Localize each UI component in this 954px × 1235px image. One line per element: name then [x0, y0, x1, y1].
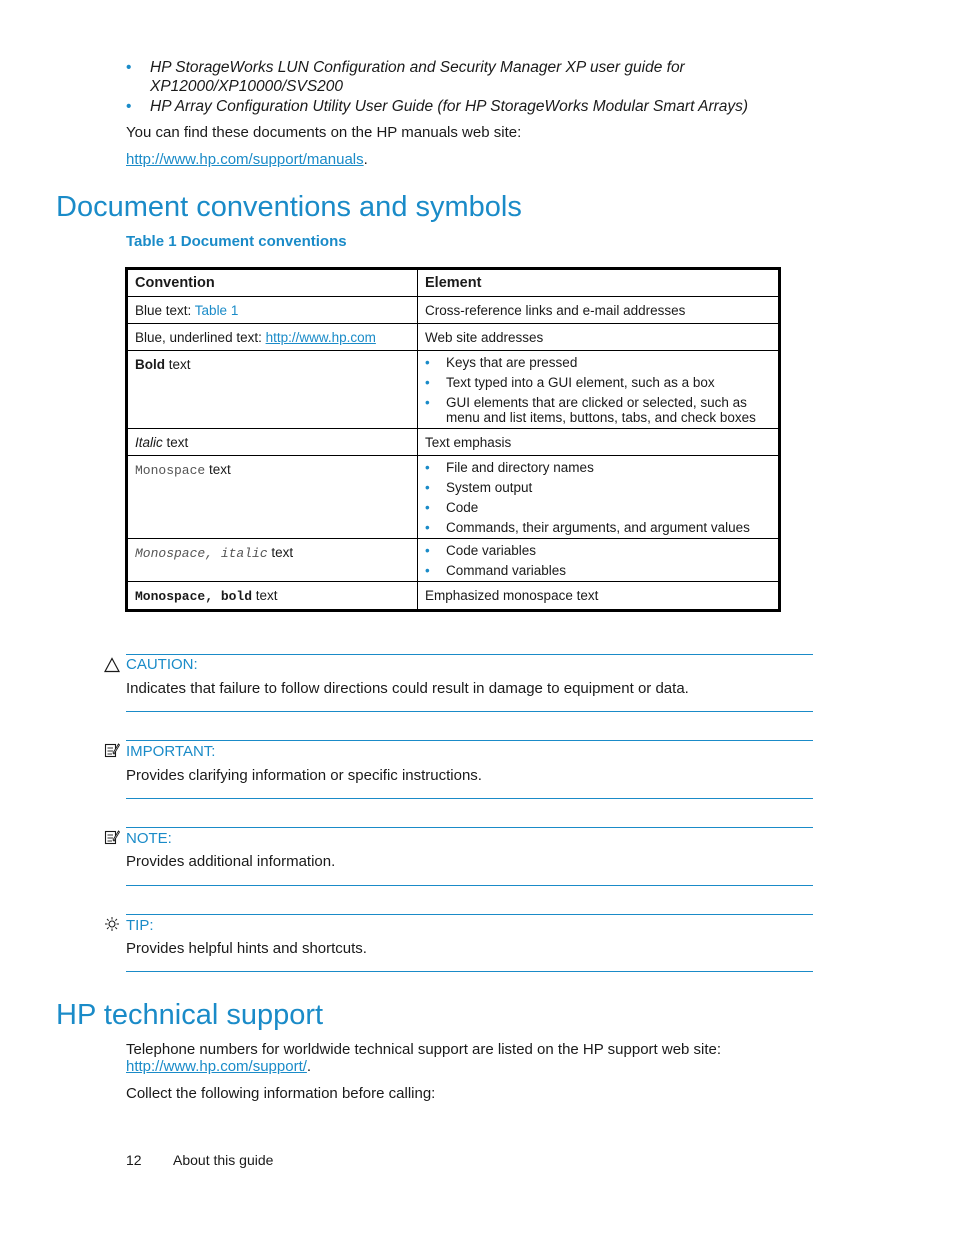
convention-cell — [127, 351, 418, 429]
support-link-suffix: . — [306, 1058, 312, 1075]
element-list — [425, 460, 771, 535]
table-1-crossref-link[interactable]: Table 1 — [194, 303, 239, 318]
note-title: NOTE: — [126, 830, 172, 847]
list-item-text: Code — [446, 500, 479, 515]
support-text: Telephone numbers for worldwide technical support are listed on the HP support web site: — [126, 1041, 722, 1058]
important-title: IMPORTANT: — [126, 743, 216, 760]
intro-bullet-2: HP Array Configuration Utility User Guide (for HP StorageWorks Modular Smart Arrays) — [150, 98, 749, 115]
important-body: Provides clarifying information or specific instructions. — [126, 767, 482, 784]
convention-suffix: text — [205, 462, 231, 477]
element-cell: Text emphasis — [418, 429, 780, 456]
table-row — [127, 351, 780, 429]
bold-sample: Bold — [135, 357, 165, 372]
element-list — [425, 543, 771, 578]
table-row — [127, 429, 780, 456]
convention-cell — [127, 582, 418, 611]
caution-triangle-icon — [104, 657, 120, 673]
bullet-icon: • — [425, 563, 430, 578]
caution-body: Indicates that failure to follow directions could result in damage to equipment or data. — [126, 680, 689, 697]
convention-suffix: text — [252, 588, 278, 603]
bullet-icon: • — [425, 375, 430, 390]
list-item — [425, 500, 771, 515]
bullet-icon: • — [126, 98, 132, 115]
table-row — [127, 456, 780, 539]
bullet-icon: • — [425, 543, 430, 558]
find-docs-text: You can find these documents on the HP manuals web site: — [126, 124, 522, 141]
caution-bottom-rule — [126, 711, 813, 712]
page-number: 12 — [126, 1152, 142, 1168]
tip-top-rule — [126, 914, 813, 915]
monospace-sample: Monospace — [135, 463, 206, 478]
note-notepad-icon — [104, 829, 120, 845]
element-cell — [418, 351, 780, 429]
manuals-link[interactable]: http://www.hp.com/support/manuals — [126, 151, 364, 168]
bullet-icon: • — [425, 460, 430, 475]
support-link[interactable]: http://www.hp.com/support/ — [126, 1058, 307, 1075]
monospace-italic-sample: Monospace, italic — [135, 546, 268, 561]
important-bottom-rule — [126, 798, 813, 799]
bullet-icon: • — [126, 59, 132, 76]
caution-top-rule — [126, 654, 813, 655]
bullet-icon: • — [425, 520, 430, 535]
bullet-icon: • — [425, 500, 430, 515]
intro-bullet-1-line1: HP StorageWorks LUN Configuration and Security Manager XP user guide for — [150, 59, 685, 76]
monospace-bold-sample: Monospace, bold — [135, 589, 253, 604]
element-cell: Cross-reference links and e-mail addresses — [418, 297, 780, 324]
convention-suffix: text — [165, 357, 191, 372]
list-item-text: Code variables — [446, 543, 537, 558]
convention-suffix: text — [267, 545, 294, 560]
list-item — [425, 543, 771, 558]
convention-cell — [127, 297, 418, 324]
intro-bullet-list — [126, 58, 766, 116]
caution-title: CAUTION: — [126, 656, 198, 673]
intro-bullet-1-line2: XP12000/XP10000/SVS200 — [150, 78, 344, 95]
element-list — [425, 355, 771, 425]
table-row — [127, 297, 780, 324]
list-item-text: GUI elements that are clicked or selected, such as menu and list items, buttons, tabs, and check boxes — [446, 395, 756, 425]
important-top-rule — [126, 740, 813, 741]
section-title-support: HP technical support — [56, 999, 324, 1031]
list-item-text: Command variables — [446, 563, 567, 578]
support-paragraph — [126, 1041, 746, 1075]
table-header-row — [127, 269, 780, 297]
column-header-element: Element — [418, 269, 780, 297]
table-caption: Table 1 Document conventions — [126, 233, 347, 250]
list-item — [425, 563, 771, 578]
collect-text: Collect the following information before calling: — [126, 1085, 436, 1102]
list-item — [425, 375, 771, 390]
list-item — [425, 355, 771, 370]
convention-prefix: Blue text: — [135, 303, 195, 318]
convention-cell — [127, 456, 418, 539]
note-top-rule — [126, 827, 813, 828]
list-item — [425, 460, 771, 475]
element-cell: Web site addresses — [418, 324, 780, 351]
bullet-icon: • — [425, 355, 430, 370]
convention-prefix: Blue, underlined text: — [135, 330, 266, 345]
convention-cell — [127, 539, 418, 582]
list-item — [425, 480, 771, 495]
note-bottom-rule — [126, 885, 813, 886]
list-item — [425, 395, 771, 425]
lightbulb-icon — [104, 916, 120, 932]
column-header-convention: Convention — [127, 269, 418, 297]
tip-title: TIP: — [126, 917, 154, 934]
convention-cell — [127, 324, 418, 351]
list-item — [126, 58, 766, 96]
italic-sample: Italic — [135, 435, 163, 450]
table-row — [127, 324, 780, 351]
manuals-link-line — [126, 151, 368, 168]
bullet-icon: • — [425, 395, 430, 410]
tip-body: Provides helpful hints and shortcuts. — [126, 940, 367, 957]
list-item-text: Text typed into a GUI element, such as a box — [446, 375, 715, 390]
list-item-text: System output — [446, 480, 533, 495]
list-item-text: Commands, their arguments, and argument values — [446, 520, 750, 535]
element-cell — [418, 539, 780, 582]
footer-section-name: About this guide — [173, 1152, 274, 1168]
list-item — [126, 97, 766, 116]
note-body: Provides additional information. — [126, 853, 336, 870]
conventions-table — [125, 267, 781, 612]
important-notepad-icon — [104, 742, 120, 758]
element-cell — [418, 456, 780, 539]
manuals-link-suffix: . — [363, 151, 368, 168]
element-cell: Emphasized monospace text — [418, 582, 780, 611]
section-title-conventions: Document conventions and symbols — [56, 191, 522, 223]
convention-suffix: text — [162, 435, 189, 450]
table-row — [127, 582, 780, 611]
hp-com-link[interactable]: http://www.hp.com — [265, 330, 376, 345]
table-row — [127, 539, 780, 582]
list-item-text: File and directory names — [446, 460, 594, 475]
convention-cell — [127, 429, 418, 456]
tip-bottom-rule — [126, 971, 813, 972]
list-item — [425, 520, 771, 535]
list-item-text: Keys that are pressed — [446, 355, 578, 370]
bullet-icon: • — [425, 480, 430, 495]
